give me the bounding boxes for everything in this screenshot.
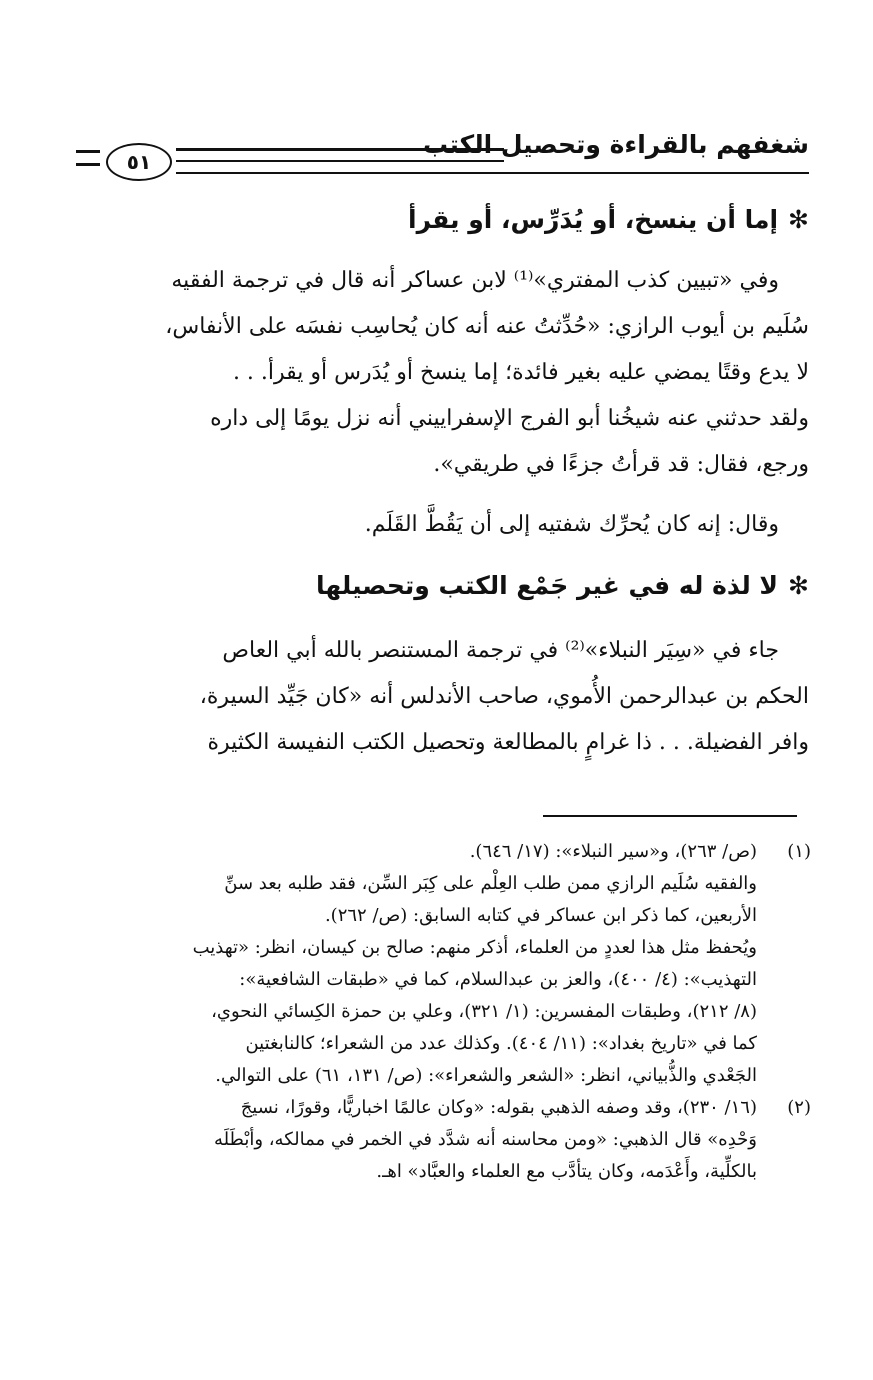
asterisk-bullet-icon: ✻: [788, 205, 809, 234]
paragraph-2: وقال: إنه كان يُحرِّك شفتيه إلى أن يَقُطَّ القَلَم.: [364, 512, 779, 537]
main-text: [76, 196, 809, 766]
footnote-1-line-2: والفقيه سُلَيم الرازي ممن طلب العِلْم على كِبَر السِّن، فقد طلبه بعد سنِّ: [224, 873, 757, 894]
paragraph-3-line-2: الحكم بن عبدالرحمن الأُموي، صاحب الأندلس أنه «كان جَيِّد السيرة،: [199, 684, 809, 709]
paragraph-1-line-4: ولقد حدثني عنه شيخُنا أبو الفرج الإسفراييني أنه نزل يومًا إلى داره: [210, 406, 809, 431]
footnote-1-line-7: كما في «تاريخ بغداد»: (١١/ ٤٠٤). وكذلك عدد من الشعراء؛ كالنابغتين: [245, 1033, 757, 1054]
footnote-2-line-3: بالكلِّية، وأَعْدَمه، وكان يتأدَّب مع العلماء والعبَّاد» اهـ.: [376, 1161, 757, 1182]
section-heading-1-text: إما أن ينسخ، أو يُدَرِّس، أو يقرأ: [408, 205, 779, 234]
footnote-separator: [543, 815, 797, 817]
footnote-1-line-6: (٨/ ٢١٢)، وطبقات المفسرين: (١/ ٣٢١)، وعلي بن حمزة الكِسائي النحوي،: [211, 1001, 757, 1022]
paragraph-1-line-2: سُلَيم بن أيوب الرازي: «حُدِّثتُ عنه أنه كان يُحاسِب نفسَه على الأنفاس،: [165, 314, 809, 339]
header-end-mark: [76, 150, 100, 166]
footnote-1: [70, 836, 811, 1092]
paragraph-1-line-1: وفي «تبيين كذب المفتري»⁽¹⁾ لابن عساكر أنه قال في ترجمة الفقيه: [171, 268, 779, 293]
footnote-2-line-2: وَحْدِه» قال الذهبي: «ومن محاسنه أنه شدَّد في الخمر في ممالكه، وأبْطَلَه: [213, 1129, 757, 1150]
paragraph-1: [76, 258, 809, 488]
footnote-1-number: (١): [787, 841, 811, 862]
footnotes: [70, 836, 811, 1188]
section-heading-2-text: لا لذة له في غير جَمْع الكتب وتحصيلها: [315, 571, 779, 600]
footnote-1-body: [70, 836, 757, 1092]
footnote-1-line-3: الأربعين، كما ذكر ابن عساكر في كتابه السابق: (ص/ ٢٦٢).: [324, 905, 757, 926]
asterisk-bullet-icon: ✻: [788, 571, 809, 600]
paragraph-1-line-3: لا يدع وقتًا يمضي عليه بغير فائدة؛ إما ينسخ أو يُدَرس أو يقرأ. . .: [232, 360, 809, 385]
section-heading-2: [76, 562, 809, 610]
section-heading-1: [76, 196, 809, 244]
footnote-1-line-5: التهذيب»: (٤/ ٤٠٠)، والعز بن عبدالسلام، كما في «طبقات الشافعية»:: [239, 969, 757, 990]
footnote-2: [70, 1092, 811, 1188]
paragraph-3: [76, 628, 809, 766]
footnote-1-line-4: ويُحفظ مثل هذا لعددٍ من العلماء، أذكر منهم: صالح بن كيسان، انظر: «تهذيب: [192, 937, 757, 958]
footnote-1-line-1: (ص/ ٢٦٣)، و«سير النبلاء»: (١٧/ ٦٤٦).: [469, 841, 757, 862]
running-header: [76, 128, 809, 186]
page-number-oval: [106, 143, 172, 181]
header-double-rule: [176, 148, 504, 162]
footnote-1-line-8: الجَعْدي والذُّبياني، انظر: «الشعر والشعراء»: (ص/ ١٣١، ٦١) على التوالي.: [215, 1065, 757, 1086]
footnote-2-number: (٢): [787, 1097, 811, 1118]
header-underline: [176, 172, 809, 174]
footnote-2-line-1: (١٦/ ٢٣٠)، وقد وصفه الذهبي بقوله: «وكان عالمًا اخباريًّا، وقورًا، نسيجَ: [240, 1097, 757, 1118]
paragraph-1-line-5: ورجع، فقال: قد قرأتُ جزءًا في طريقي».: [433, 452, 809, 477]
page-number: ٥١: [126, 150, 152, 174]
footnote-2-body: [70, 1092, 757, 1188]
paragraph-3-line-1: جاء في «سِيَر النبلاء»⁽²⁾ في ترجمة المستنصر بالله أبي العاص: [222, 638, 779, 663]
paragraph-3-line-3: وافر الفضيلة. . . ذا غرامٍ بالمطالعة وتحصيل الكتب النفيسة الكثيرة: [207, 730, 809, 755]
header-title: شغفهم بالقراءة وتحصيل الكتب: [423, 130, 809, 159]
